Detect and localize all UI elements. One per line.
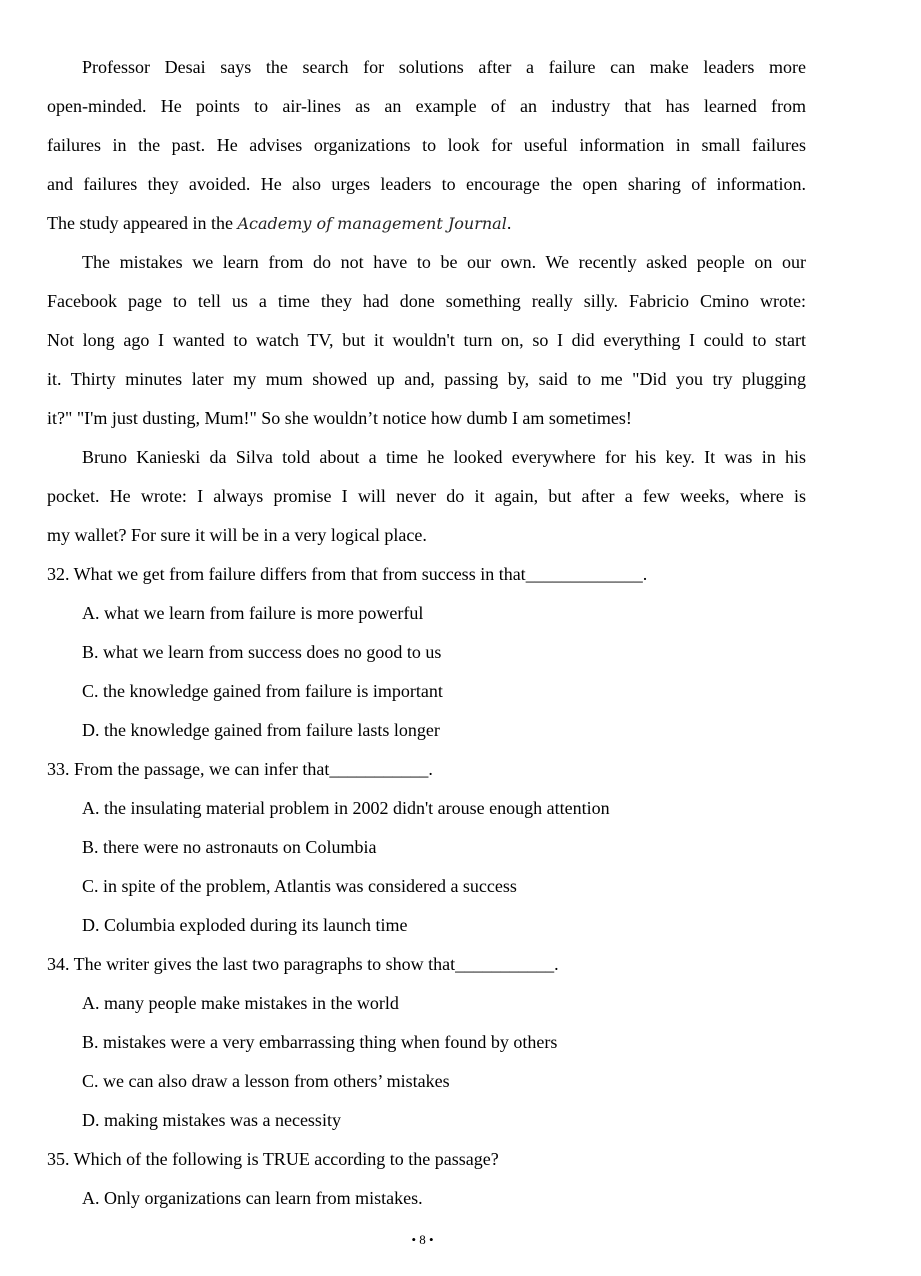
answer-option: B. what we learn from success does no good to us xyxy=(82,642,442,662)
answer-option: D. Columbia exploded during its launch time xyxy=(82,915,408,935)
answer-option: D. the knowledge gained from failure lasts longer xyxy=(82,720,440,740)
text-span: The study appeared in the xyxy=(47,213,238,233)
text-line xyxy=(47,204,806,243)
question-stem: 34. The writer gives the last two paragraphs to show that___________. xyxy=(47,954,559,974)
answer-option: A. many people make mistakes in the world xyxy=(82,993,399,1013)
journal-title: Academy of management Journal xyxy=(237,214,507,233)
text-line: Not long ago I wanted to watch TV, but it wouldn't turn on, so I did everything I could to start xyxy=(47,330,806,350)
text-line: it?" "I'm just dusting, Mum!" So she wouldn’t notice how dumb I am sometimes! xyxy=(47,408,632,428)
text-line: pocket. He wrote: I always promise I will never do it again, but after a few weeks, where is xyxy=(47,486,806,506)
question-stem: 33. From the passage, we can infer that___________. xyxy=(47,759,433,779)
answer-option: B. there were no astronauts on Columbia xyxy=(82,837,377,857)
text-line: failures in the past. He advises organizations to look for useful information in small failures xyxy=(47,135,806,155)
answer-option: C. we can also draw a lesson from others’ mistakes xyxy=(82,1071,450,1091)
text-line: The mistakes we learn from do not have to be our own. We recently asked people on our xyxy=(82,252,806,272)
text-span: . xyxy=(506,213,512,233)
question-stem: 35. Which of the following is TRUE according to the passage? xyxy=(47,1149,499,1169)
answer-option: A. what we learn from failure is more powerful xyxy=(82,603,424,623)
answer-option: C. in spite of the problem, Atlantis was considered a success xyxy=(82,876,517,896)
text-line: open-minded. He points to air-lines as an example of an industry that has learned from xyxy=(47,96,806,116)
text-line: and failures they avoided. He also urges leaders to encourage the open sharing of information. xyxy=(47,174,806,194)
text-line: Bruno Kanieski da Silva told about a time he looked everywhere for his key. It was in his xyxy=(82,447,806,467)
text-line: Professor Desai says the search for solutions after a failure can make leaders more xyxy=(82,57,806,77)
text-line: my wallet? For sure it will be in a very logical place. xyxy=(47,525,427,545)
page-number: • 8 • xyxy=(411,1232,434,1247)
answer-option: B. mistakes were a very embarrassing thing when found by others xyxy=(82,1032,558,1052)
answer-option: D. making mistakes was a necessity xyxy=(82,1110,341,1130)
answer-option: A. Only organizations can learn from mistakes. xyxy=(82,1188,423,1208)
question-stem: 32. What we get from failure differs from that from success in that_____________. xyxy=(47,564,648,584)
text-line: it. Thirty minutes later my mum showed up and, passing by, said to me "Did you try plugging xyxy=(47,369,806,389)
answer-option: A. the insulating material problem in 2002 didn't arouse enough attention xyxy=(82,798,610,818)
answer-option: C. the knowledge gained from failure is important xyxy=(82,681,443,701)
text-line: Facebook page to tell us a time they had done something really silly. Fabricio Cmino wrote: xyxy=(47,291,806,311)
